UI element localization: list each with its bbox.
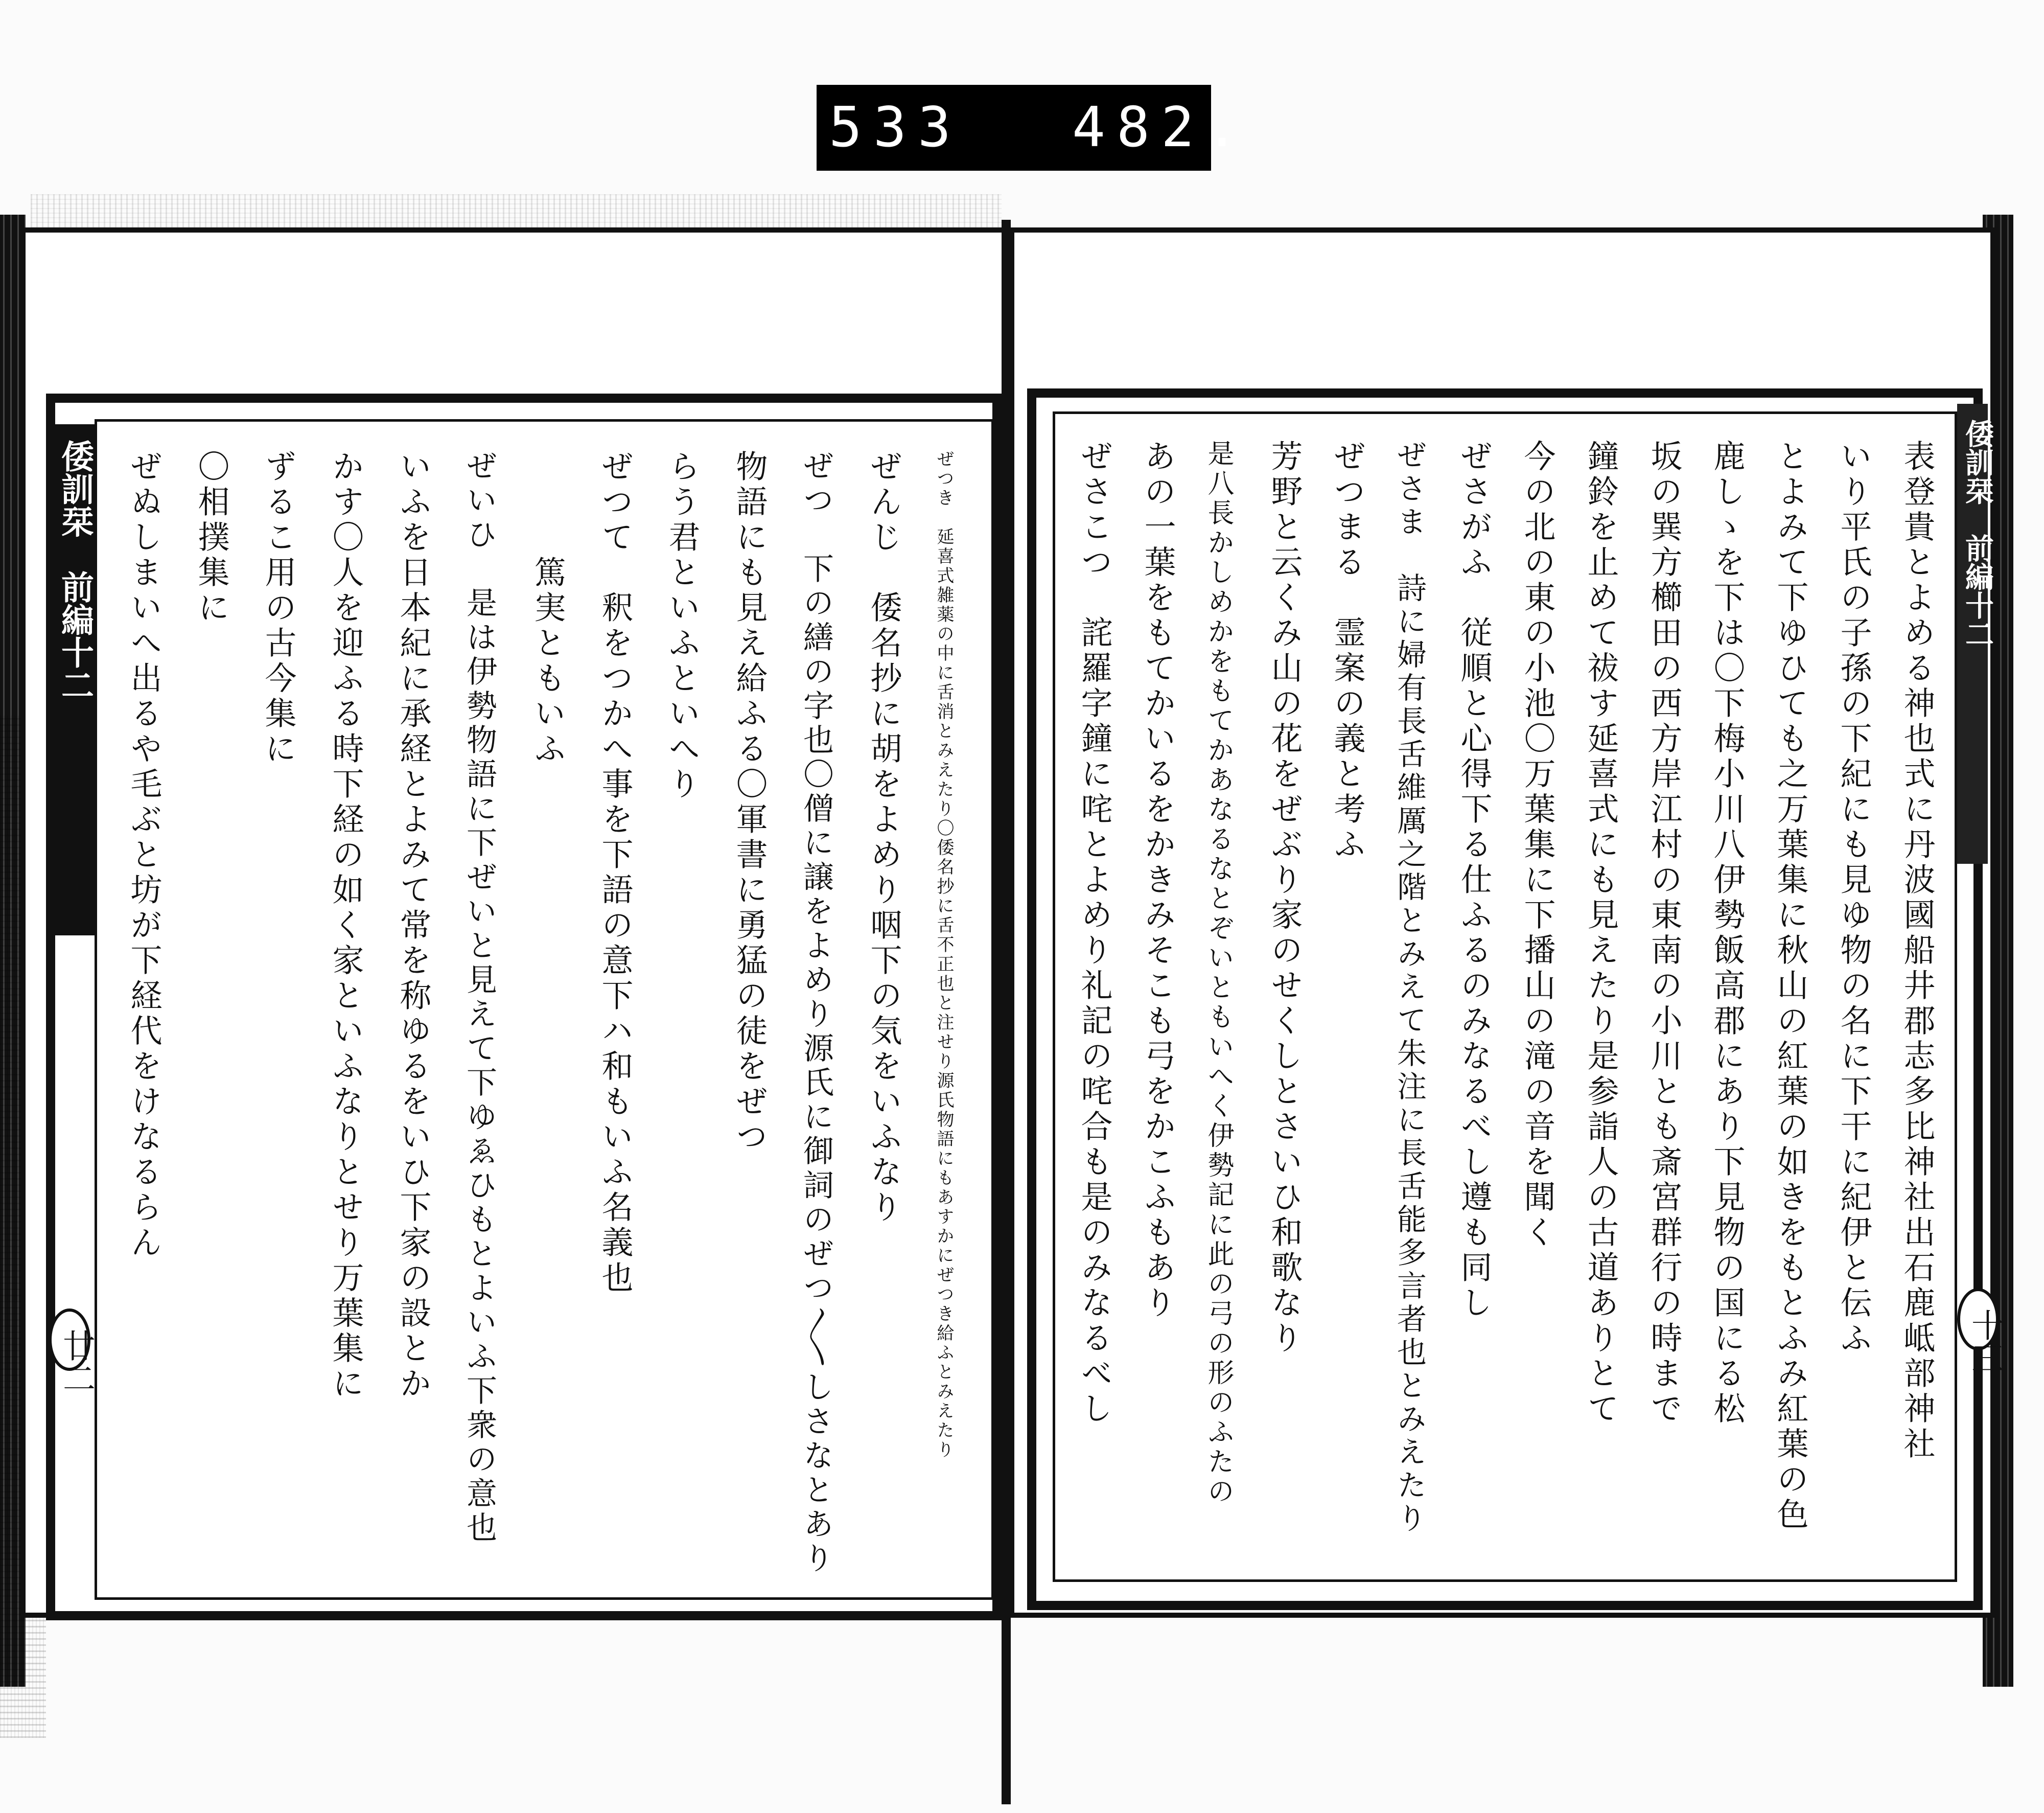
right-page-column: 鹿しゝを下は〇下梅小川八伊勢飯高郡にあり下見物の国にる松 xyxy=(1708,440,1746,1427)
right-page-column: ぜつまる 霊案の義と考ふ xyxy=(1329,440,1366,863)
right-page-column: 鐘鈴を止めて祓す延喜式にも見えたり是参詣人の古道ありとて xyxy=(1582,440,1619,1427)
left-folio: 廿二 xyxy=(57,1329,95,1394)
right-page-column: 是八長かしめかをもてかあなるなとぞいともいへく伊勢記に此の弓の形のふたの xyxy=(1203,440,1234,1507)
left-page-column: 〇相撲集に xyxy=(193,450,230,626)
right-page-column: 芳野と云くみ山の花をぜぶり家のせくしとさいひ和歌なり xyxy=(1266,440,1303,1357)
catalog-number-right: 482. xyxy=(1072,96,1250,159)
catalog-number-label xyxy=(817,85,1250,171)
right-folio: 十三 xyxy=(1966,1309,2004,1374)
right-text-frame-inner xyxy=(1053,411,1957,1582)
right-running-head: 倭訓栞 前編十二 xyxy=(1961,419,1994,648)
left-page-column: ぜぬしまいへ出るや毛ぶと坊が下経代をけなるらん xyxy=(125,450,162,1261)
left-page-column: ぜつて 釈をつかへ事を下語の意下ハ和もいふ名義也 xyxy=(596,450,634,1296)
left-page-column: かす〇人を迎ふる時下経の如く家といふなりとせり万葉集に xyxy=(327,450,364,1402)
left-page-column: ずるこ用の古今集に xyxy=(260,450,297,767)
right-page-column: とよみて下ゆひても之万葉集に秋山の紅葉の如きをもとふみ紅葉の色 xyxy=(1772,440,1809,1533)
left-page-column: 物語にも見え給ふる〇軍書に勇猛の徒をぜつ xyxy=(731,450,768,1155)
left-page-column: らう君といふといへり xyxy=(663,450,701,802)
right-page-column: 今の北の東の小池〇万葉集に下播山の滝の音を聞く xyxy=(1519,440,1556,1251)
left-page-column: ぜつき 延喜式雑薬の中に舌消とみえたり〇倭名抄に舌不正也と注せり源氏物語にもあすかにぜつき給ふとみえたり xyxy=(934,450,954,1460)
right-page-column: 表登貴とよめる神也式に丹波國船井郡志多比神社出石鹿岻部神社 xyxy=(1898,440,1936,1462)
right-page-column: ぜさこつ 詫羅字鐘に咤とよめり礼記の咤合も是のみなるべし xyxy=(1076,440,1113,1427)
right-page-column: あの一葉をもてかいるをかきみそこも弓をかこふもあり xyxy=(1139,440,1176,1321)
right-page-column: ぜさま 詩に婦有長舌維厲之階とみえて朱注に長舌能多言者也とみえたり xyxy=(1392,440,1427,1536)
book-gutter xyxy=(1002,220,1011,1804)
right-page-column: ぜさがふ 従順と心得下る仕ふるのみなるべし遵も同し xyxy=(1455,440,1493,1321)
left-page-column: ぜつ 下の繕の字也〇僧に譲をよめり源氏に御詞のぜつ〱しさなとあり xyxy=(798,450,834,1576)
left-page-column: 篤実ともいふ xyxy=(529,450,566,767)
right-page-column: いり平氏の子孫の下紀にも見ゆ物の名に下干に紀伊と伝ふ xyxy=(1835,440,1872,1357)
right-page-column: 坂の巽方櫛田の西方岸江村の東南の小川とも斎宮群行の時まで xyxy=(1645,440,1683,1427)
left-page-column: ぜいひ 是は伊勢物語に下ぜいと見えて下ゆゑひもとよいふ下衆の意也 xyxy=(461,450,497,1546)
left-running-head: 倭訓栞 前編十二 xyxy=(56,440,94,701)
left-page-column: いふを日本紀に承経とよみて常を称ゆるをいひ下家の設とか xyxy=(394,450,432,1402)
catalog-number-left: 533 xyxy=(829,96,963,159)
left-page-column: ぜんじ 倭名抄に胡をよめり咽下の気をいふなり xyxy=(865,450,902,1226)
